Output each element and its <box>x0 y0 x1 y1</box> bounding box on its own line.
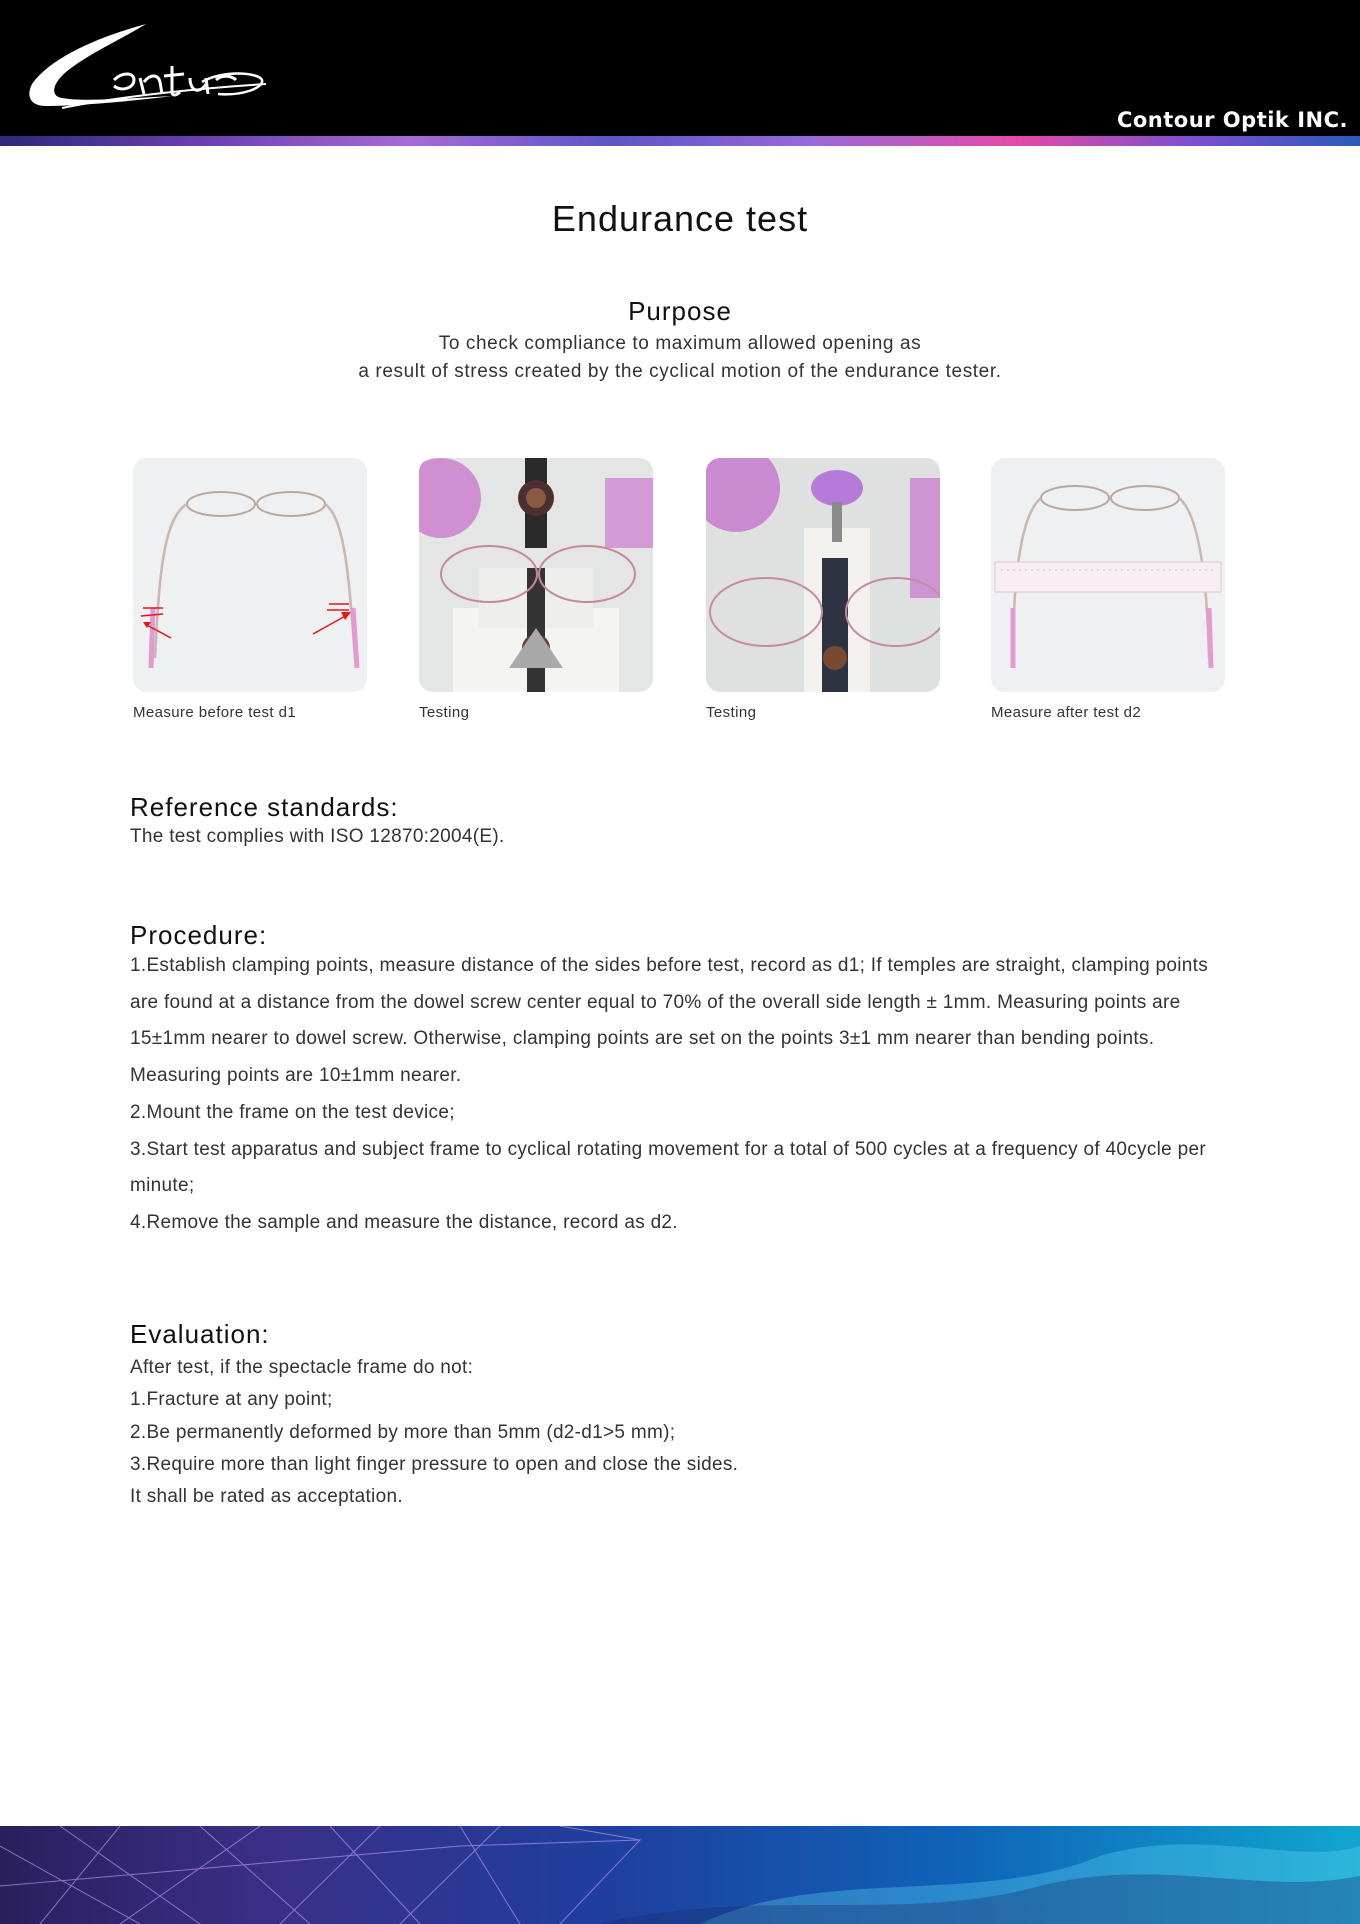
footer-mesh-graphic <box>0 1826 1360 1924</box>
evaluation-list <box>130 1352 1240 1513</box>
evaluation-line: 1.Fracture at any point; <box>130 1389 333 1411</box>
company-name: Contour Optik INC. <box>1116 108 1348 132</box>
purpose-text <box>0 330 1360 386</box>
photo-caption: Measure after test d2 <box>991 704 1142 721</box>
reference-text: The test complies with ISO 12870:2004(E). <box>130 826 505 847</box>
procedure-step: 3.Start test apparatus and subject frame to cyclical rotating movement for a total of 500 cycles at a frequency of 40cycle per minute; <box>130 1138 1206 1197</box>
endurance-tester-photo <box>419 458 653 692</box>
page-header <box>0 0 1360 136</box>
reference-heading: Reference standards: <box>130 792 399 822</box>
procedure-step: 4.Remove the sample and measure the distance, record as d2. <box>130 1211 678 1233</box>
contour-logo <box>22 22 268 114</box>
evaluation-heading: Evaluation: <box>130 1319 270 1349</box>
procedure-step: 2.Mount the frame on the test device; <box>130 1101 455 1123</box>
purpose-line-1: To check compliance to maximum allowed opening as <box>438 333 922 354</box>
glasses-measure-before-photo <box>133 458 367 692</box>
glasses-measure-after-photo <box>991 458 1225 692</box>
photo-caption: Measure before test d1 <box>133 704 297 721</box>
purpose-line-2: a result of stress created by the cyclical motion of the endurance tester. <box>358 361 1002 382</box>
evaluation-line: 3.Require more than light finger pressure to open and close the sides. <box>130 1453 739 1475</box>
procedure-step: 1.Establish clamping points, measure distance of the sides before test, record as d1; If temples are straight, clamping points are found at a distance from the dowel screw center equal to 70% of the overall side length ± 1mm. Measuring points are 15±1mm nearer to dowel screw. Otherwise, clamping points are set on the points 3±1 mm nearer than bending points. Measuring points are 10±1mm nearer. <box>130 955 1209 1087</box>
endurance-tester-closeup-photo <box>706 458 940 692</box>
photo-caption: Testing <box>706 704 757 721</box>
evaluation-line: 2.Be permanently deformed by more than 5mm (d2-d1>5 mm); <box>130 1421 676 1443</box>
page-footer <box>0 1826 1360 1924</box>
evaluation-line: After test, if the spectacle frame do not: <box>130 1357 474 1378</box>
header-stripe <box>0 136 1360 146</box>
page-title: Endurance test <box>551 198 809 239</box>
procedure-list <box>130 948 1240 1242</box>
photo-caption: Testing <box>419 704 470 721</box>
evaluation-line: It shall be rated as acceptation. <box>130 1486 403 1508</box>
procedure-heading: Procedure: <box>130 920 268 950</box>
purpose-heading: Purpose <box>628 296 732 326</box>
